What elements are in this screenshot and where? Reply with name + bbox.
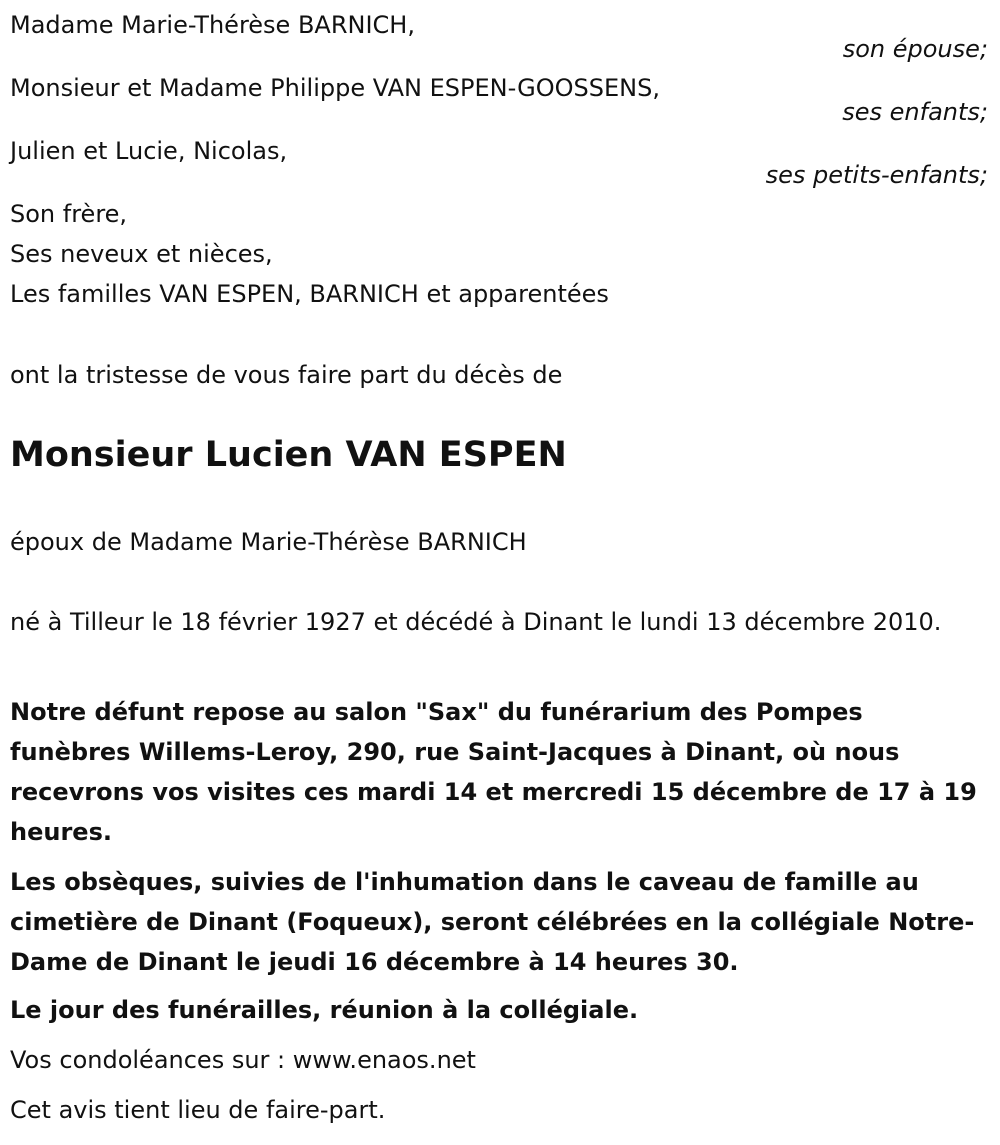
deceased-name: Monsieur Lucien VAN ESPEN xyxy=(10,435,567,475)
grandchildren-names: Julien et Lucie, Nicolas, xyxy=(10,137,288,165)
visitation-details: Notre défunt repose au salon "Sax" du funérarium des Pompes funèbres Willems-Leroy, 290, rue Saint-Jacques à Dinant, où nous recevrons vos visites ces mardi 14 et mercredi 15 décembre de 17 à 19 heures. xyxy=(10,698,977,846)
announcement-text: ont la tristesse de vous faire part du décès de xyxy=(10,361,563,389)
birth-death-details: né à Tilleur le 18 février 1927 et décédé à Dinant le lundi 13 décembre 2010. xyxy=(10,608,942,636)
notice-text: Cet avis tient lieu de faire-part. xyxy=(10,1096,386,1124)
other-relatives-brother: Son frère, xyxy=(10,200,128,228)
deceased-relation: époux de Madame Marie-Thérèse BARNICH xyxy=(10,528,527,556)
spouse-name: Madame Marie-Thérèse BARNICH, xyxy=(10,11,415,39)
gathering-details: Le jour des funérailles, réunion à la collégiale. xyxy=(10,996,639,1024)
children-role: ses enfants; xyxy=(842,98,988,126)
other-relatives-nephews: Ses neveux et nièces, xyxy=(10,240,273,268)
other-relatives-families: Les familles VAN ESPEN, BARNICH et apparentées xyxy=(10,280,609,308)
condolences-link: Vos condoléances sur : www.enaos.net xyxy=(10,1046,476,1074)
children-names: Monsieur et Madame Philippe VAN ESPEN-GOOSSENS, xyxy=(10,74,660,102)
grandchildren-role: ses petits-enfants; xyxy=(765,161,988,189)
funeral-details: Les obsèques, suivies de l'inhumation dans le caveau de famille au cimetière de Dinant (Foqueux), seront célébrées en la collégiale Notre-Dame de Dinant le jeudi 16 décembre à 14 heures 30. xyxy=(10,868,975,976)
spouse-role: son épouse; xyxy=(842,35,988,63)
